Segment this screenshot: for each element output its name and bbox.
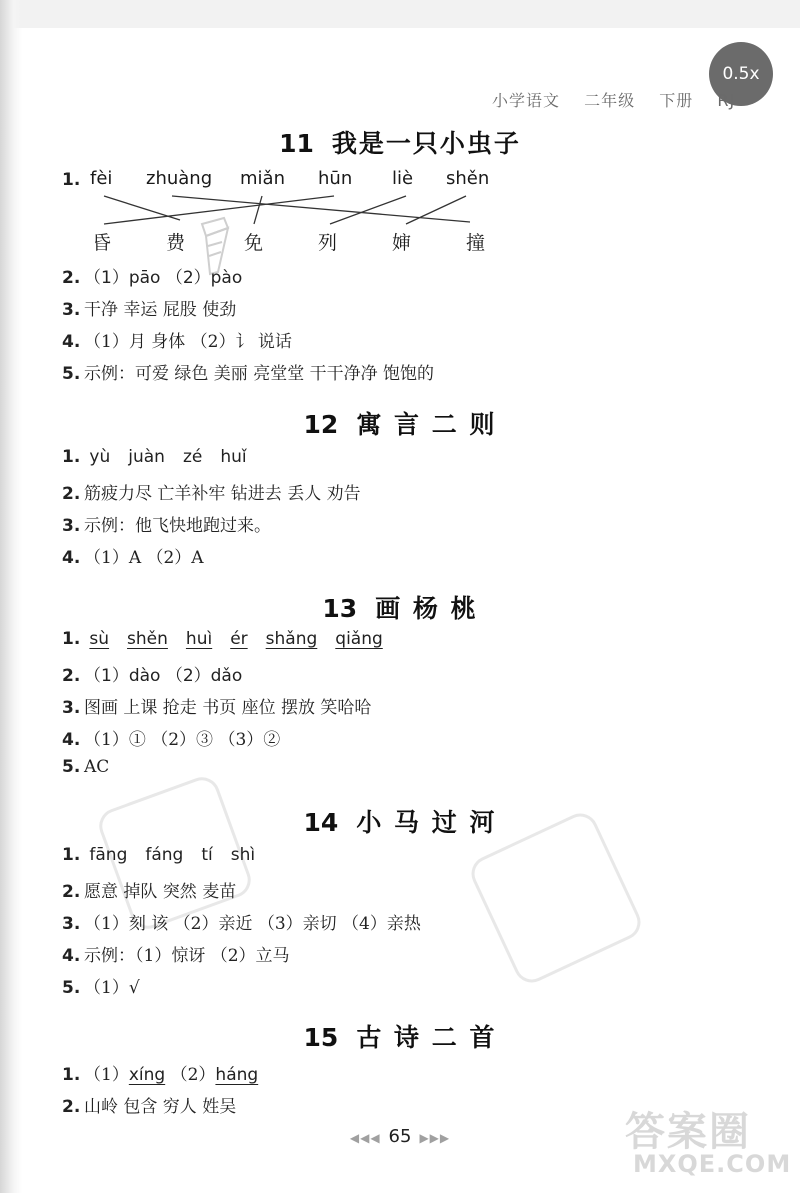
answer-line: 5. AC — [62, 757, 110, 777]
answer-line: 4. （1）A （2）A — [62, 548, 204, 568]
answer-line: 1. sù shěn huì ér shǎng qiǎng — [62, 629, 383, 649]
answer-line: 3. 图画 上课 抢走 书页 座位 摆放 笑哈哈 — [62, 698, 372, 718]
lesson-name: 我是一只小虫子 — [331, 129, 521, 158]
pinyin-word: zhuàng — [146, 168, 213, 189]
character: 列 — [318, 232, 338, 254]
answer-line: 5. 示例：可爱 绿色 美丽 亮堂堂 干干净净 饱饱的 — [62, 364, 435, 384]
character: 昏 — [92, 232, 112, 254]
answer-line: 3. （1）刻 该 （2）亲近 （3）亲切 （4）亲热 — [62, 914, 421, 934]
watermark-url: MXQE.COM — [633, 1150, 792, 1178]
lesson-number: 13 — [322, 594, 358, 623]
answer-line: 2. 筋疲力尽 亡羊补牢 钻进去 丢人 劝告 — [62, 484, 361, 504]
prev-arrows-icon: ◀◀◀ — [349, 1131, 381, 1145]
match-line — [406, 196, 466, 224]
zoom-level-button[interactable]: 0.5x — [709, 42, 773, 106]
character: 婶 — [392, 232, 412, 254]
lesson-number: 15 — [303, 1023, 339, 1052]
lesson-15-title — [0, 1018, 800, 1054]
pinyin-word: fèi — [90, 168, 113, 189]
edition-label: RJ — [717, 91, 736, 110]
answer-line: 1. yù juàn zé huǐ — [62, 447, 247, 467]
lesson-number: 11 — [279, 129, 314, 158]
watermark-brand: 答案圈 — [625, 1109, 751, 1155]
answer-line: 3. 干净 幸运 屁股 使劲 — [62, 300, 237, 320]
character: 撞 — [466, 232, 486, 254]
pinyin-word: liè — [392, 168, 414, 189]
next-arrows-icon: ▶▶▶ — [419, 1131, 451, 1145]
answer-line: 1. （1）xíng （2）háng — [62, 1065, 259, 1085]
answer-line: 1. fāng fáng tí shì — [62, 845, 256, 865]
character: 免 — [244, 232, 264, 254]
answer-line: 2. （1）dào （2）dǎo — [62, 666, 243, 686]
answer-line: 2. 愿意 掉队 突然 麦苗 — [62, 882, 237, 902]
subject-label: 小学语文 — [492, 91, 561, 110]
answer-line: 3. 示例：他飞快地跑过来。 — [62, 516, 271, 536]
match-line — [254, 196, 262, 224]
grade-label: 二年级 — [584, 91, 636, 110]
lesson-12-title — [0, 405, 800, 441]
lesson-14-title — [0, 803, 800, 839]
lesson-name: 小 马 过 河 — [356, 808, 497, 837]
lesson-name: 画 杨 桃 — [375, 594, 478, 623]
answer-line: 4. （1）月 身体 （2）讠 说话 — [62, 332, 292, 352]
matching-lines — [0, 0, 800, 300]
answer-line: 4. （1）① （2）③ （3）② — [62, 730, 281, 750]
lesson-name: 寓 言 二 则 — [356, 410, 497, 439]
pinyin-word: hūn — [318, 168, 353, 189]
question-number: 1. — [62, 170, 81, 190]
term-label: 下册 — [659, 91, 694, 110]
answer-line: 5. （1）√ — [62, 978, 140, 998]
pinyin-word: miǎn — [240, 168, 285, 189]
character: 费 — [166, 232, 186, 254]
answer-line: 2. 山岭 包含 穷人 姓吴 — [62, 1097, 237, 1117]
lesson-name: 古 诗 二 首 — [356, 1023, 497, 1052]
lesson-number: 14 — [303, 808, 339, 837]
match-line — [330, 196, 406, 224]
pinyin-word: shěn — [446, 168, 490, 189]
answer-line: 4. 示例：（1）惊讶 （2）立马 — [62, 946, 290, 966]
page-number: 65 — [388, 1126, 412, 1147]
lesson-number: 12 — [303, 410, 339, 439]
lesson-13-title — [0, 589, 800, 625]
answer-line: 2. （1）pāo （2）pào — [62, 268, 243, 288]
